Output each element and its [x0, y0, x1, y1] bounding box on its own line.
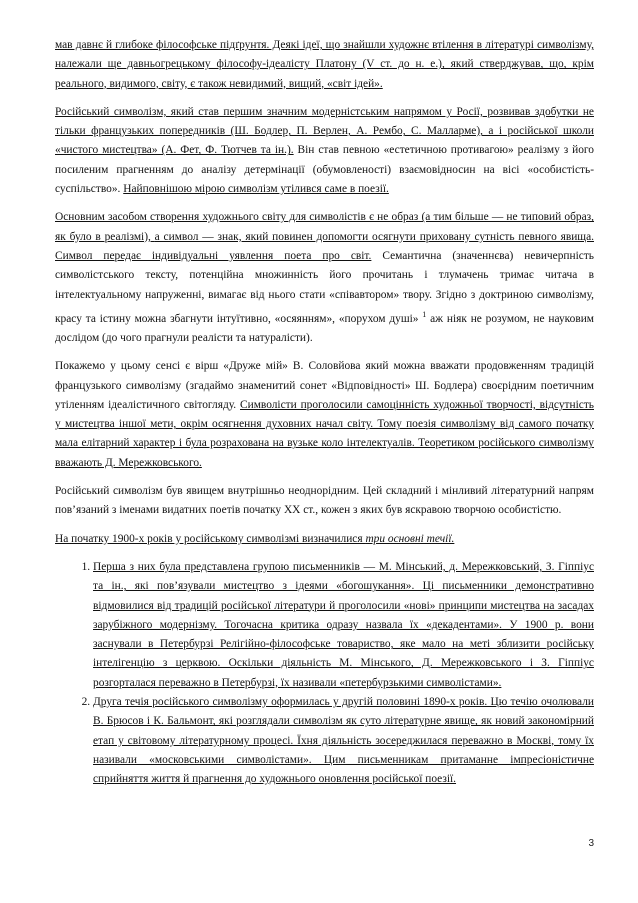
paragraph-1 — [55, 36, 594, 94]
paragraph-3 — [55, 208, 594, 348]
paragraph-3-symbol-definition: а символ — знак, який повинен допомогти осягнути приховану сутність певного явища. Символ передає індивідуальні уявлення поета про світ. — [55, 230, 594, 262]
list-item — [93, 558, 594, 693]
paragraph-4-underlined: Символісти проголосили самоцінність художньої творчості, відсутність у мистецтва іншої мети, окрім осягнення духовних начал світу. Тому поезія символізму від самого початку мала елітарний характер і була розрахована на вузьке коло інтелектуалів. Теоретиком російського символізму вважають Д. Мережковського. — [55, 398, 594, 469]
paragraph-6 — [55, 530, 594, 549]
paragraph-2-body: Він став певною «естетичною противагою» реалізму з його посиленим прагненням до аналізу детермінації (обумовленості) взаємовідносин на вісі «особистість-суспільство». — [55, 144, 595, 196]
list-item — [93, 693, 594, 789]
list-item-1-text: Перша з них була представлена групою письменників — М. Мінський, д. Мережковський, З. Гіппіус та ін., які пов’язували мистецтво з ідеями «богошукання». Ці письменники демонстративно відмовилися від традицій російської літератури й проголосили «нові» принципи мистецтва на засадах зарубіжного модернізму. Тогочасна критика одразу назвала їх «декадентами». У 1900 р. вони заснували в Петербурзі Релігійно-філософське товариство, яке мало на меті зблизити російську інтелігенцію з церквою. Оскільки діяльність М. Мінського, Д. Мережковського і З. Гіппіус розгорталася переважно в Петербурзі, їх називали «петербурзькими символістами». — [93, 560, 594, 689]
footnote-marker: 1 — [422, 309, 427, 319]
paragraph-1-text: мав давнє й глибоке філософське підґрунтя. Деякі ідеї, що знайшли художнє втілення в літературі символізму, належали ще давньогрецькому філософу-ідеалісту Платону (V ст. до н. е.), який стверджував, що, крім реального, видимого, світу, є також невидимий, вищий, «світ ідей». — [55, 39, 594, 90]
paragraph-3-end: аж ніяк не розумом, не науковим дослідом (до чого прагнули реалісти та натуралісти). — [55, 312, 594, 344]
paragraph-2 — [55, 103, 594, 199]
paragraph-2-underlined-start: Російський символізм, який став першим значним модерністським напрямом у Росії, розвивав здобутки не тільки французьких попередників (Ш. Бодлер, П. Верлен, А. Рембо, С. Малларме), а і російської школи «чистого мистецтва» (А. Фет, Ф. Тютчев та ін.). — [55, 105, 594, 157]
list-item-2-text: Друга течія російського символізму оформилась у другій половині 1890-х років. Цю течію очолювали В. Брюсов і К. Бальмонт, які розглядали символізм як суто літературне явище, як новий закономірний етап у світовому літературному процесі. Їхня діяльність зосереджилася переважно в Москві, тому їх називали «московськими символістами». Цим письменникам притаманне імпресіоністичне сприйняття життя й прагнення до художнього оновлення російської поезії. — [93, 696, 594, 786]
page-number: 3 — [588, 838, 594, 849]
paragraph-6-text: На початку 1900-х років у російському символізмі визначилися — [55, 532, 366, 545]
paragraph-5-text: Російський символізм був явищем внутрішньо неоднорідним. Цей складний і мінливий літературний напрям пов’язаний з іменами видатних поетів початку ХХ ст., кожен з яких був яскравою творчою особистістю. — [55, 485, 594, 517]
paragraph-4-body: Покажемо у цьому сенсі є вірш «Друже мій» В. Соловйова який можна вважати продовженням традицій французького символізму (згадаймо знаменитий сонет «Відповідності» Ш. Бодлера) своєрідним поетичним утіленням ідеалістичного світогляду. — [55, 360, 594, 411]
paragraph-3-body: Семантична (значеннєва) невичерпність символістського тексту, потенційна множинність його прочитань і тлумачень тримає читача в інтелектуальному напруженні, вимагає від нього стати «співавтором» твору. Згідно з доктриною символізму, красу та істину можна збагнути інтуїтивно, «осяянням», «порухом душі» — [55, 249, 594, 325]
paragraph-4 — [55, 357, 594, 473]
paragraph-3-underlined-start: Основним засобом створення художнього світу для символістів є не образ (а тим більше — не типовий образ, як було в реалізмі), — [55, 211, 594, 243]
paragraph-5 — [55, 482, 594, 521]
paragraph-6-emphasis: три основні течії. — [365, 532, 455, 545]
currents-list — [55, 558, 594, 790]
paragraph-2-underlined-end: Найповнішою мірою символізм утілився саме в поезії. — [123, 183, 389, 196]
